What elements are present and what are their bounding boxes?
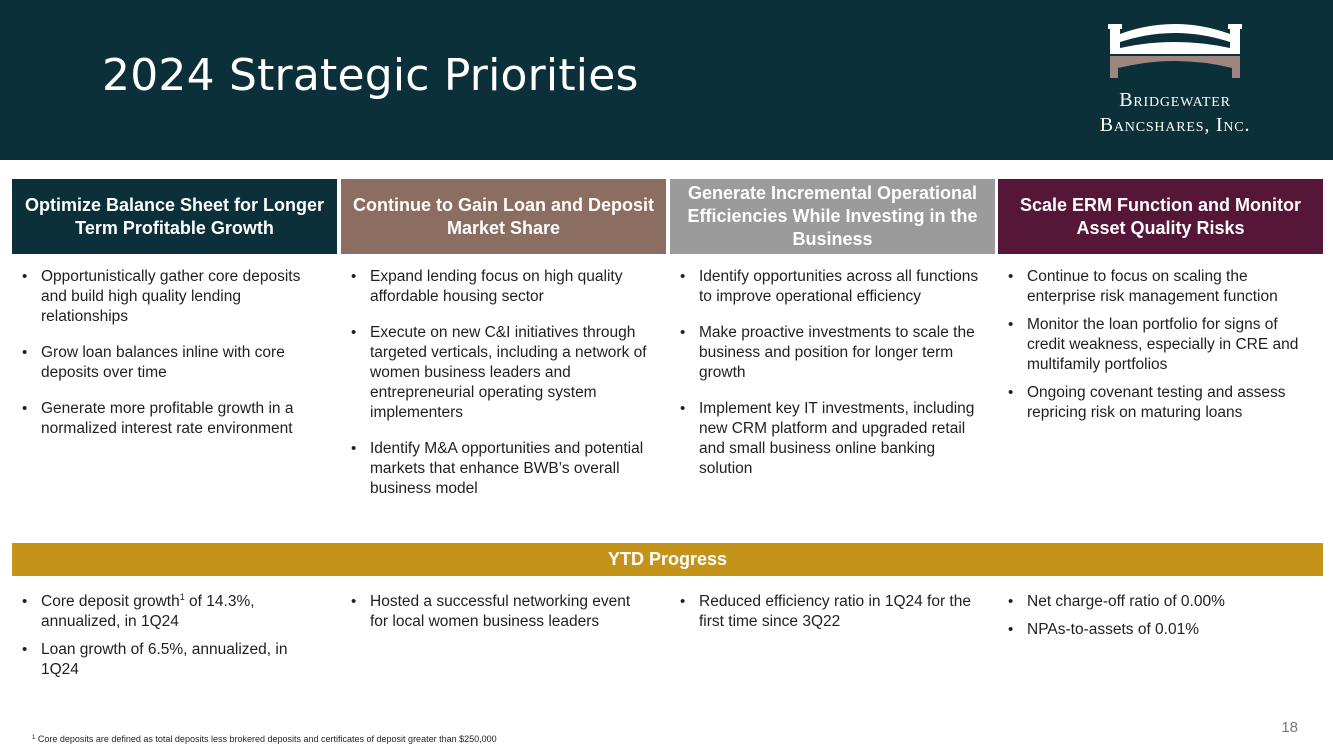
bridge-logo-icon [1108,18,1242,80]
bullet-list [670,267,980,479]
ytd-progress-banner: YTD Progress [12,543,1323,576]
logo-line-2: Bancshares, Inc. [1099,114,1251,136]
list-item: • Reduced efficiency ratio in 1Q24 for the first time since 3Q22 [670,592,980,632]
list-item: • Generate more profitable growth in a normalized interest rate environment [12,399,322,439]
company-logo [1060,14,1290,144]
list-item: • Loan growth of 6.5%, annualized, in 1Q24 [12,640,322,680]
footnote-text: Core deposits are defined as total deposits less brokered deposits and certificates of deposit greater than $250,000 [35,734,497,744]
list-item: • Opportunistically gather core deposits and build high quality lending relationships [12,267,322,327]
footnote-marker: 1 [179,592,185,602]
logo-wordmark [1060,88,1290,138]
priority-column-3 [670,267,980,495]
progress-column-2 [341,592,651,640]
header-bar [0,0,1333,160]
bullet-list [12,267,322,439]
list-item: • Implement key IT investments, including new CRM platform and upgraded retail and small business online banking solution [670,399,980,479]
priority-heading-erm: Scale ERM Function and Monitor Asset Quality Risks [998,179,1323,254]
list-item [12,592,322,632]
list-item: • Expand lending focus on high quality affordable housing sector [341,267,651,307]
bullet-list [341,267,651,499]
list-item: • Continue to focus on scaling the enterprise risk management function [998,267,1316,307]
priority-heading-market-share: Continue to Gain Loan and Deposit Market Share [341,179,666,254]
bullet-list [12,592,322,680]
core-deposit-growth-value: of 14.3%, annualized, in 1Q24 [41,593,255,630]
bullet-list [998,592,1308,640]
priority-column-4 [998,267,1316,431]
progress-column-4 [998,592,1308,648]
page-title: 2024 Strategic Priorities [102,50,639,101]
bullet-list [670,592,980,632]
bullet-list [998,267,1316,423]
page-number: 18 [1281,719,1298,736]
list-item: • NPAs-to-assets of 0.01% [998,620,1308,640]
footnote [32,734,497,744]
bullet-list [341,592,651,632]
priority-column-1 [12,267,322,455]
list-item: • Grow loan balances inline with core deposits over time [12,343,322,383]
list-item: • Monitor the loan portfolio for signs of credit weakness, especially in CRE and multifamily portfolios [998,315,1316,375]
priority-heading-balance-sheet: Optimize Balance Sheet for Longer Term Profitable Growth [12,179,337,254]
list-item: • Hosted a successful networking event for local women business leaders [341,592,651,632]
priority-column-2 [341,267,651,515]
priority-heading-efficiencies: Generate Incremental Operational Efficiencies While Investing in the Business [670,179,995,254]
progress-column-1 [12,592,322,688]
list-item: • Make proactive investments to scale the business and position for longer term growth [670,323,980,383]
list-item: • Ongoing covenant testing and assess repricing risk on maturing loans [998,383,1316,423]
list-item: • Identify opportunities across all functions to improve operational efficiency [670,267,980,307]
logo-line-1: Bridgewater [1119,89,1231,111]
list-item: • Identify M&A opportunities and potential markets that enhance BWB’s overall business model [341,439,651,499]
list-item: • Net charge-off ratio of 0.00% [998,592,1308,612]
progress-column-3 [670,592,980,640]
list-item: • Execute on new C&I initiatives through targeted verticals, including a network of women business leaders and entrepreneurial operating system implementers [341,323,651,423]
core-deposit-growth-text: Core deposit growth [41,593,180,610]
footnote-marker: 1 [32,735,36,741]
